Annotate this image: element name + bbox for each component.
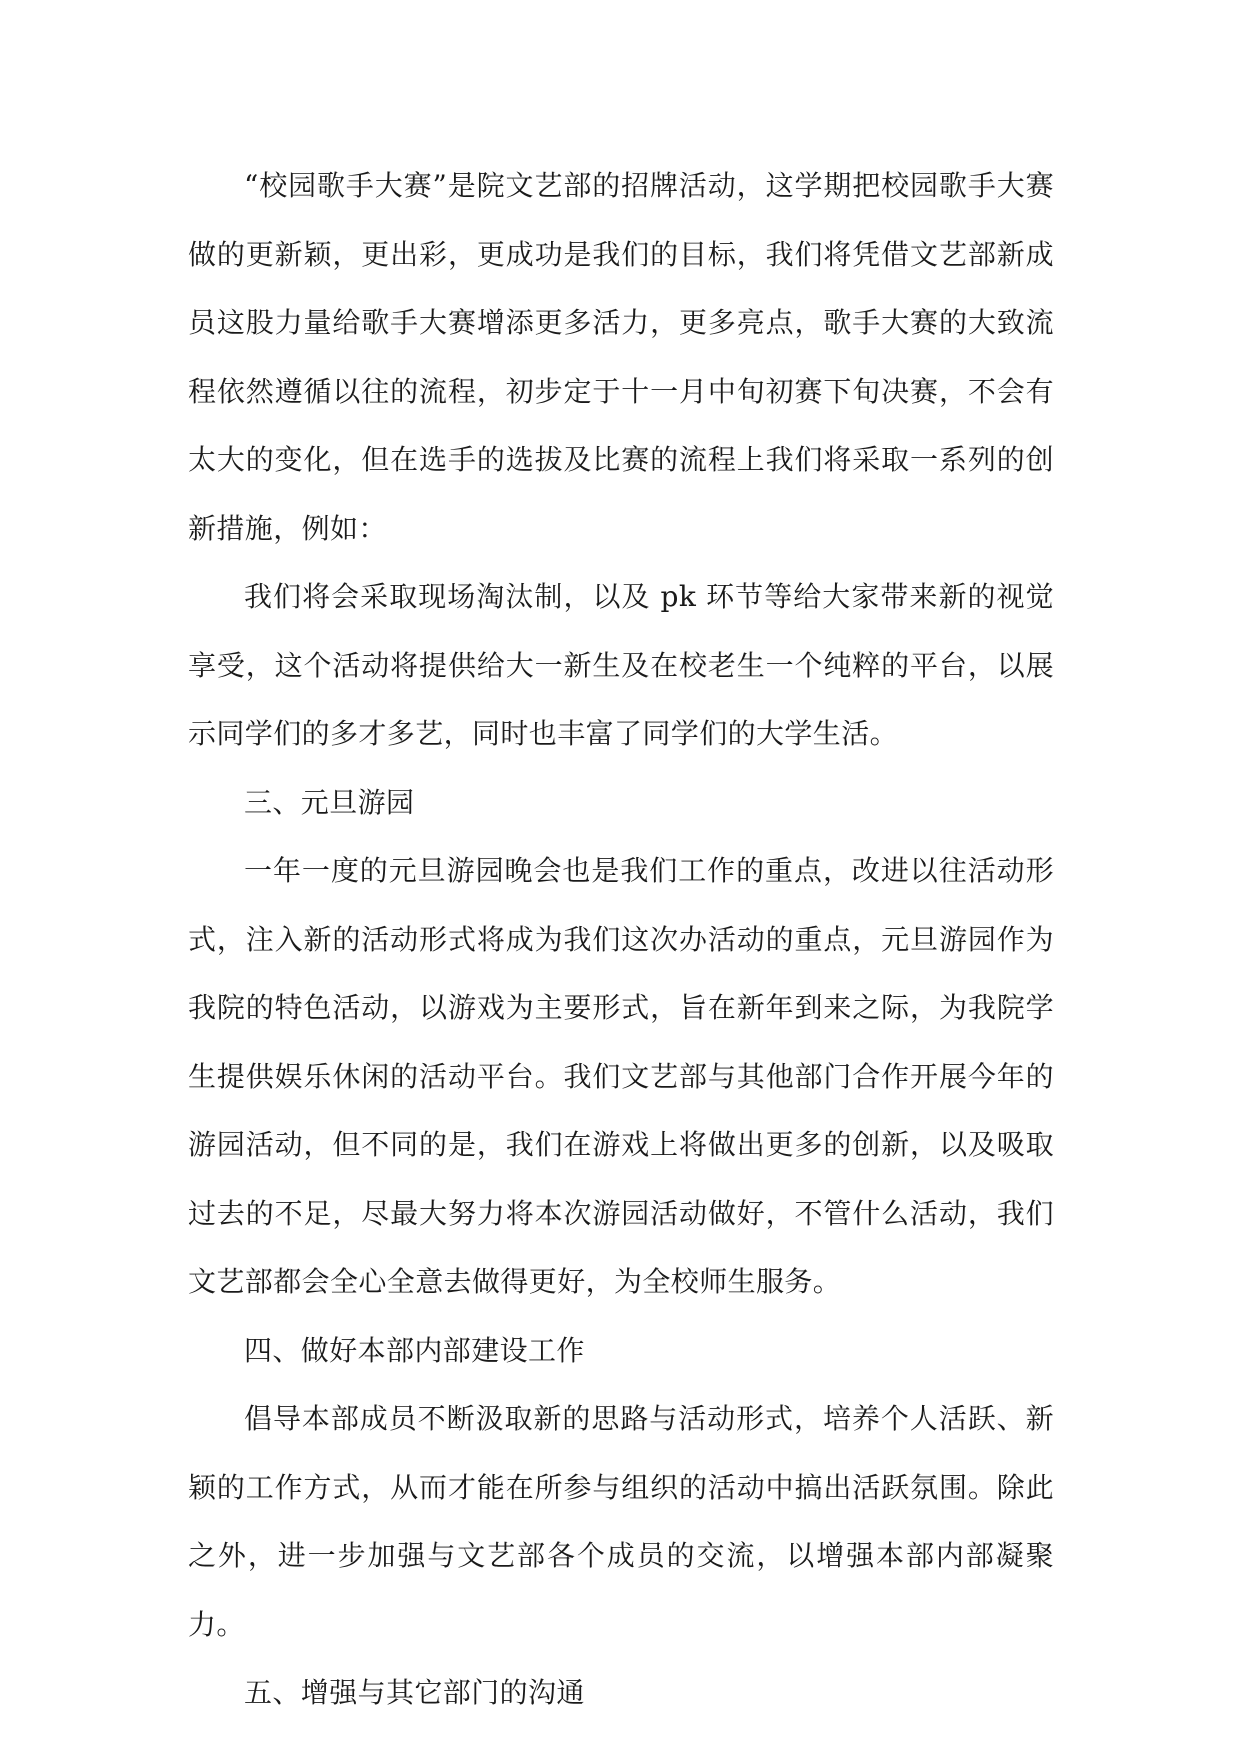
section-heading-internal-building: 四、做好本部内部建设工作	[244, 1333, 585, 1367]
section-heading-department-communication: 五、增强与其它部门的沟通	[244, 1676, 585, 1709]
paragraph-singer-contest: “校园歌手大赛”是院文艺部的招牌活动，这学期把校园歌手大赛做的更新颖，更出彩，更成功是我们的目标，我们将凭借文艺部新成员这股力量给歌手大赛增添更多活力，更多亮点，歌手大赛的大致流程依然遵循以往的流程，初步定于十一月中旬初赛下旬决赛，不会有太大的变化，但在选手的选拔及比赛的流程上我们将采取一系列的创新措施，例如：	[188, 169, 1054, 545]
paragraph-elimination-format: 我们将会采取现场淘汰制，以及 pk 环节等给大家带来新的视觉享受，这个活动将提供给大一新生及在校老生一个纯粹的平台，以展示同学们的多才多艺，同时也丰富了同学们的大学生活。	[188, 580, 1054, 750]
paragraph-new-year-fair: 一年一度的元旦游园晚会也是我们工作的重点，改进以往活动形式，注入新的活动形式将成为我们这次办活动的重点，元旦游园作为我院的特色活动，以游戏为主要形式，旨在新年到来之际，为我院学生提供娱乐休闲的活动平台。我们文艺部与其他部门合作开展今年的游园活动，但不同的是，我们在游戏上将做出更多的创新，以及吸取过去的不足，尽最大努力将本次游园活动做好，不管什么活动，我们文艺部都会全心全意去做得更好，为全校师生服务。	[188, 854, 1054, 1298]
paragraph-internal-building: 倡导本部成员不断汲取新的思路与活动形式，培养个人活跃、新颖的工作方式，从而才能在所参与组织的活动中搞出活跃氛围。除此之外，进一步加强与文艺部各个成员的交流，以增强本部内部凝聚力。	[188, 1402, 1054, 1641]
section-heading-new-year-fair: 三、元旦游园	[244, 785, 415, 819]
document-body	[188, 152, 1054, 1728]
